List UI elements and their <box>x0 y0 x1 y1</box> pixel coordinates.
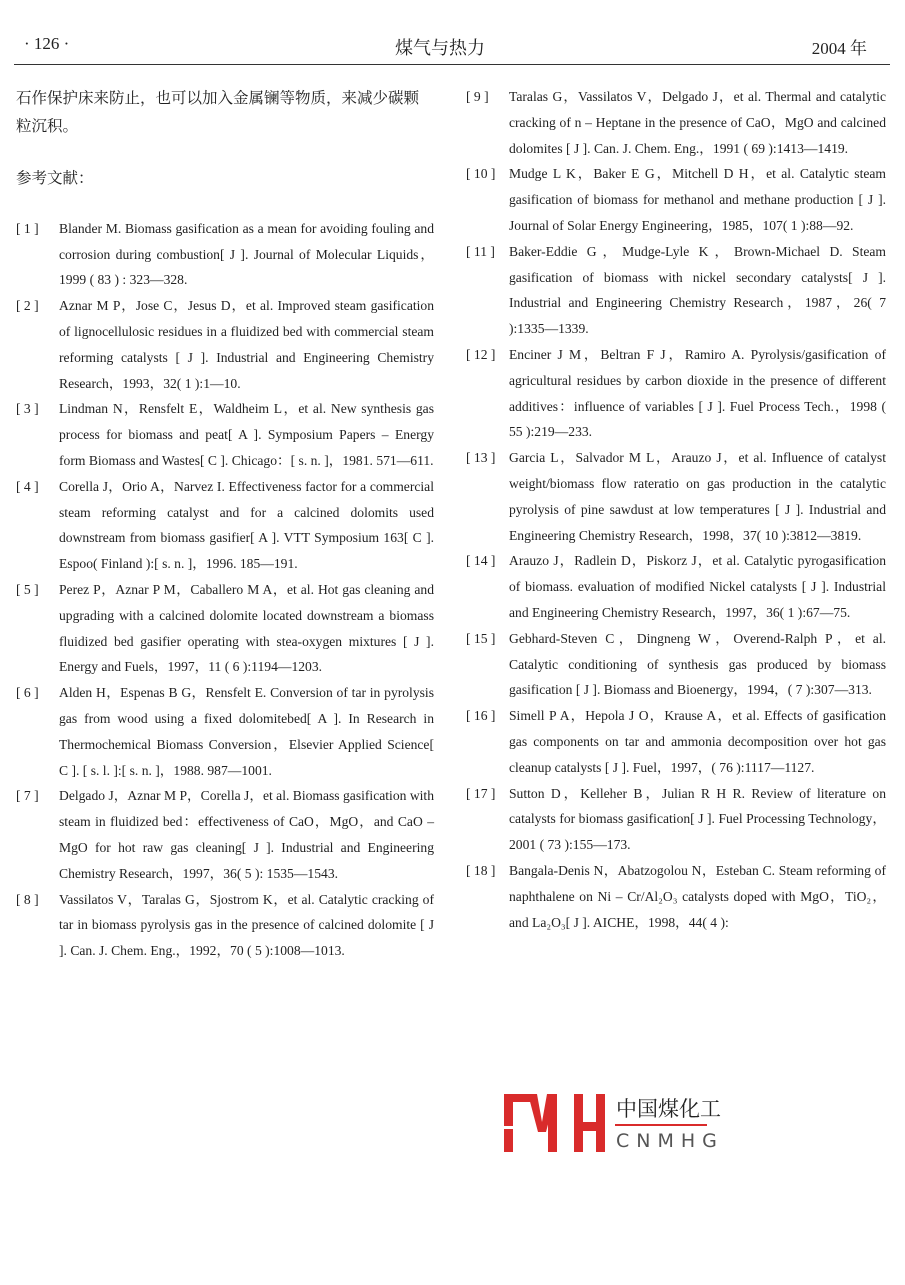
reference-item <box>466 161 886 238</box>
reference-number: [ 6 ] <box>16 685 39 701</box>
journal-title: 煤气与热力 <box>395 38 485 59</box>
reference-item <box>466 548 886 625</box>
reference-item <box>16 887 434 964</box>
reference-text: Delgado J，Aznar M P，Corella J，et al. Biomass gasification with steam in fluidized bed：effectiveness of CaO，MgO，and CaO – MgO for hot raw gas cleaning[ J ]. Industrial and Engineering Chemistry Research，1997，36( 5 ): 1535—1543. <box>59 788 434 881</box>
reference-text: Enciner J M，Beltran F J，Ramiro A. Pyrolysis/gasification of agricultural residues by carbon dioxide in the presence of different additives：influence of variables [ J ]. Fuel Process Tech.，1998 ( 55 ):219—233. <box>509 346 886 440</box>
reference-text: Simell P A，Hepola J O，Krause A，et al. Effects of gasification gas components on tar and ammonia decomposition over hot gas cleanup catalysts [ J ]. Fuel，1997，( 76 ):1117—1127. <box>509 708 886 775</box>
reference-text: Aznar M P，Jose C，Jesus D，et al. Improved steam gasification of lignocellulosic residues in a fluidized bed with commercial steam reforming catalysts [ J ]. Industrial and Engineering Chemistry Research，1993，32( 1 ):1—10. <box>59 298 434 391</box>
reference-item <box>16 783 434 886</box>
reference-item <box>466 703 886 780</box>
reference-number: [ 18 ] <box>466 862 496 878</box>
reference-list-right <box>466 84 886 935</box>
year: 2004 年 <box>811 39 867 58</box>
reference-text: Gebhard-Steven C，Dingneng W，Overend-Ralph P，et al. Catalytic conditioning of synthesis gas produced by biomass gasification [ J ]. Biomass and Bioenergy，1994，( 7 ):307—313. <box>509 630 886 698</box>
right-column <box>466 84 886 935</box>
reference-item <box>466 445 886 548</box>
running-header <box>0 34 905 62</box>
reference-number: [ 17 ] <box>466 785 496 801</box>
reference-item <box>466 84 886 161</box>
logo-en-text: CNMHG <box>616 1130 724 1152</box>
reference-text: Baker-Eddie G，Mudge-Lyle K，Brown-Michael D. Steam gasification of biomass with nickel secondary catalysts[ J ]. Industrial and Engineering Chemistry Research，1987，26( 7 ):1335—1339. <box>509 243 886 337</box>
references-heading: 参考文献： <box>16 169 94 187</box>
page-number: · 126 · <box>24 34 70 53</box>
logo-cn-text: 中国煤化工 <box>616 1097 721 1121</box>
reference-item <box>16 293 434 396</box>
reference-number: [ 13 ] <box>466 450 496 466</box>
reference-number: [ 4 ] <box>16 478 39 494</box>
reference-text: Garcia L，Salvador M L，Arauzo J，et al. Influence of catalyst weight/biomass flow rateratio on gas production in the catalytic pyrolysis of pine sawdust at low temperatures [ J ]. Industrial and Engineering Chemistry Research，1998，37( 10 ):3812—3819. <box>509 450 886 543</box>
reference-number: [ 12 ] <box>466 346 496 362</box>
reference-text: Vassilatos V，Taralas G，Sjostrom K，et al. Catalytic cracking of tar in biomass pyrolysis gas in the presence of calcined dolomite [ J ]. Can. J. Chem. Eng.，1992，70 ( 5 ):1008—1013. <box>59 891 434 959</box>
reference-text: Lindman N，Rensfelt E，Waldheim L，et al. New synthesis gas process for biomass and peat[ A ]. Symposium Papers – Energy form Biomass and Wastes[ C ]. Chicago：[ s. n. ]，1981. 571—611. <box>59 401 434 468</box>
reference-number: [ 2 ] <box>16 298 39 314</box>
intro-text: 石作保护床来防止，也可以加入金属镧等物质，来减少碳颗粒沉积。 <box>16 89 420 135</box>
reference-number: [ 5 ] <box>16 581 39 597</box>
reference-number: [ 3 ] <box>16 401 39 417</box>
reference-item <box>466 239 886 342</box>
reference-item <box>16 474 434 577</box>
reference-item <box>16 680 434 783</box>
header-rule <box>14 64 890 65</box>
reference-text: Taralas G，Vassilatos V，Delgado J，et al. Thermal and catalytic cracking of n – Heptane in the presence of CaO，MgO and calcined dolomites [ J ]. Can. J. Chem. Eng.，1991 ( 69 ):1413—1419. <box>509 89 886 156</box>
reference-number: [ 1 ] <box>16 220 39 236</box>
reference-item <box>16 396 434 473</box>
reference-text: Blander M. Biomass gasification as a mean for avoiding fouling and corrosion during combustion[ J ]. Journal of Molecular Liquids，1999 ( 83 ) : 323—328. <box>59 220 434 288</box>
reference-number: [ 10 ] <box>466 166 496 182</box>
reference-number: [ 15 ] <box>466 630 496 646</box>
reference-number: [ 7 ] <box>16 788 39 804</box>
reference-text: Corella J，Orio A，Narvez I. Effectiveness factor for a commercial steam reforming catalyst and for a calcined dolomits used downstream from biomass gasifier[ A ]. VTT Symposium 163[ C ]. Espoo( Finland ):[ s. n. ]，1996. 185—191. <box>59 478 434 572</box>
reference-text: Alden H，Espenas B G，Rensfelt E. Conversion of tar in pyrolysis gas from wood using a fixed dolomitebed[ A ]. In Research in Thermochemical Biomass Conversion，Elsevier Applied Science[ C ]. [ s. l. ]:[ s. n. ]，1988. 987—1001. <box>59 685 434 778</box>
reference-text: Arauzo J，Radlein D，Piskorz J，et al. Catalytic pyrogasification of biomass. evaluation of modified Nickel catalysts [ J ]. Industrial and Engineering Chemistry Research，1997，36( 1 ):67—75. <box>509 553 886 620</box>
reference-number: [ 11 ] <box>466 243 495 259</box>
reference-item <box>16 577 434 680</box>
reference-item <box>466 858 886 935</box>
reference-number: [ 8 ] <box>16 891 39 907</box>
reference-number: [ 9 ] <box>466 89 489 104</box>
reference-text: Mudge L K，Baker E G，Mitchell D H，et al. Catalytic steam gasification of biomass for methanol and methane production [ J ]. Journal of Solar Energy Engineering，1985，107( 1 ):88—92. <box>509 166 886 233</box>
cnmhg-logo <box>504 1092 724 1159</box>
reference-number: [ 14 ] <box>466 553 496 569</box>
reference-item <box>466 626 886 703</box>
reference-text: Sutton D，Kelleher B，Julian R H R. Review of literature on catalysts for biomass gasification[ J ]. Fuel Processing Technology，2001 ( 73 ):155—173. <box>509 785 886 853</box>
reference-number: [ 16 ] <box>466 708 496 724</box>
reference-item <box>466 781 886 858</box>
reference-text: Bangala-Denis N，Abatzogolou N，Esteban C. Steam reforming of naphthalene on Ni – Cr/Al₂O₃ catalysts doped with MgO，TiO₂，and La₂O₃[ J ]. AICHE，1998，44( 4 ): <box>509 862 886 930</box>
reference-item <box>466 342 886 445</box>
reference-list-left <box>16 216 434 964</box>
left-column <box>16 84 434 964</box>
reference-text: Perez P，Aznar P M，Caballero M A，et al. Hot gas cleaning and upgrading with a calcined dolomite located downstream a biomass fluidized bed gasifier operating with stea-oxygen mixtures [ J ]. Energy and Fuels，1997，11 ( 6 ):1194—1203. <box>59 581 434 675</box>
reference-item <box>16 216 434 293</box>
